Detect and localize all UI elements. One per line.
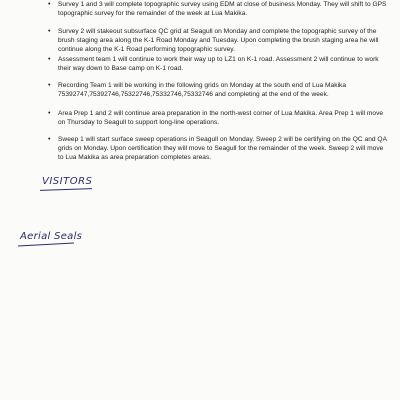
bullet-item: • Area Prep 1 and 2 will continue area preparation in the north-west corner of Lua Makika. Area Prep 1 will move on Thursday to Seagull to support long-line operations.: [48, 109, 388, 127]
bullet-item: • Assessment team 1 will continue to work their way up to LZ1 on K-1 road. Assessment 2 will continue to work their way down to Base camp on K-1 road.: [48, 55, 388, 73]
bullet-item: • Survey 1 and 3 will complete topographic survey using EDM at close of business Monday. They will shift to GPS topographic survey for the remainder of the week at Lua Makika.: [48, 0, 388, 18]
bullet-item: • Survey 2 will stakeout subsurface QC grid at Seagull on Monday and complete the topographic survey of the brush staging area along the K-1 Road Monday and Tuesday. Upon completing the brush staging area he will continue along the K-1 Road performing topographic survey.: [48, 27, 388, 55]
handwritten-underline: [40, 188, 92, 191]
handwritten-note-visitors: VISITORS: [42, 176, 93, 187]
handwritten-underline: [18, 243, 74, 247]
bullet-item: • Sweep 1 will start surface sweep operations in Seagull on Monday. Sweep 2 will be certifying on the QC and QA grids on Monday. Upon certification they will move to Seagull for the remainder of the week. Sweep 2 will move to Lua Makika as area preparation completes areas.: [48, 135, 388, 163]
handwritten-note-aerial-seals: Aerial Seals: [20, 231, 83, 242]
bullet-item: • Recording Team 1 will be working in the following grids on Monday at the south end of Lua Makika 75392747,75392746,75322746,75332746,75332746 and completing at the end of the week.: [48, 81, 388, 99]
